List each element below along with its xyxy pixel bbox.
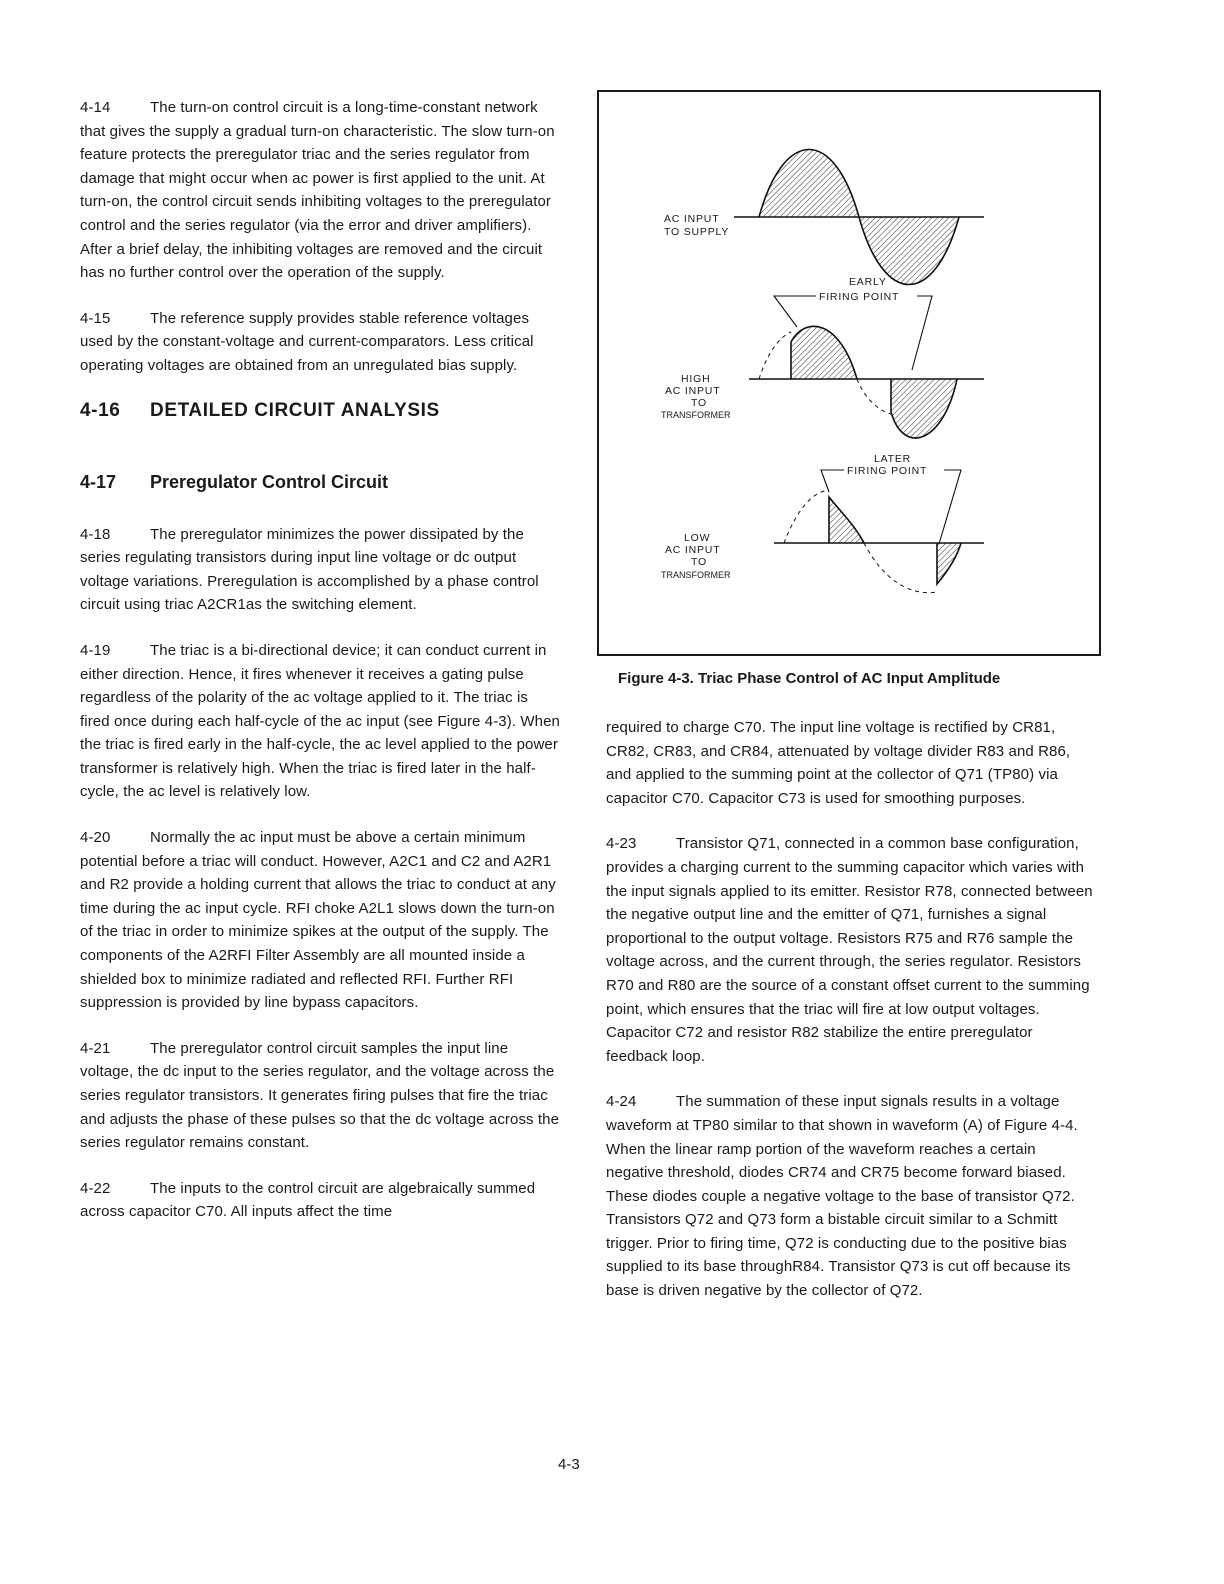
- paragraph-4-22: [80, 1177, 560, 1224]
- later-pointer-right: [939, 470, 961, 544]
- label-low-transformer: TRANSFORMER: [661, 570, 731, 580]
- label-high: HIGH: [681, 373, 711, 385]
- heading-text: DETAILED CIRCUIT ANALYSIS: [150, 399, 440, 421]
- paragraph-number: 4-15: [80, 309, 111, 327]
- paragraph-text: The summation of these input signals results in a voltage waveform at TP80 similar to that shown in waveform (A) of Figure 4-4. When the linear ramp portion of the waveform reaches a certain negative threshold, diodes CR74 and CR75 become forward biased. These diodes couple a negative voltage to the base of transistor Q72. Transistors Q72 and Q73 form a bistable circuit similar to a Schmitt trigger. Prior to firing time, Q72 is conducting due to the positive bias supplied to its base throughR84. Transistor Q73 is cut off because its base is driven negative by the collector of Q72.: [606, 1093, 1078, 1300]
- paragraph-4-22-continued: [606, 716, 1096, 810]
- paragraph-number: 4-23: [606, 835, 637, 853]
- heading-number: 4-16: [80, 399, 121, 421]
- figure-4-3: [597, 90, 1101, 656]
- label-low-ac-input: AC INPUT: [665, 544, 721, 556]
- label-high-ac-input: AC INPUT: [665, 385, 721, 397]
- label-to-supply: TO SUPPLY: [664, 226, 730, 238]
- label-early-firing-point: FIRING POINT: [819, 291, 900, 303]
- paragraph-4-21: [80, 1037, 560, 1155]
- paragraph-text: The preregulator minimizes the power dissipated by the series regulating transistors during input line voltage or dc output voltage variations. Preregulation is accomplished by a phase control circuit using triac A2CR1as the switching element.: [80, 525, 539, 614]
- negative-half-hatch: [859, 217, 959, 285]
- paragraph-text: The reference supply provides stable reference voltages used by the constant-voltage and current-comparators. Less critical operating voltages are obtained from an unregulated bias supply.: [80, 309, 534, 374]
- section-heading-4-16: [80, 400, 560, 422]
- low-input-waveform: [774, 490, 984, 593]
- label-high-to: TO: [691, 397, 707, 409]
- label-low-to: TO: [691, 556, 707, 568]
- paragraph-number: 4-18: [80, 525, 111, 543]
- label-later-firing-point: FIRING POINT: [847, 465, 928, 477]
- high-input-waveform: [749, 326, 984, 438]
- later-pointer-left: [821, 470, 844, 492]
- paragraph-text: required to charge C70. The input line voltage is rectified by CR81, CR82, CR83, and CR84, attenuated by voltage divider R83 and R86, and applied to the summing point at the collector of Q71 (TP80) via capacitor C70. Capacitor C73 is used for smoothing purposes.: [606, 719, 1071, 807]
- early-pointer-right: [912, 296, 932, 370]
- paragraph-4-14: [80, 96, 560, 285]
- subsection-heading-4-17: [80, 472, 560, 493]
- paragraph-number: 4-14: [80, 99, 111, 116]
- paragraph-text: The inputs to the control circuit are algebraically summed across capacitor C70. All inputs affect the time: [80, 1179, 536, 1221]
- paragraph-number: 4-21: [80, 1039, 111, 1057]
- low-negative-hatch: [937, 543, 961, 584]
- paragraph-4-18: [80, 523, 560, 617]
- heading-text: Preregulator Control Circuit: [150, 471, 389, 492]
- paragraph-number: 4-19: [80, 641, 111, 659]
- high-dashed-rise: [759, 332, 791, 379]
- paragraph-number: 4-24: [606, 1093, 637, 1111]
- label-low: LOW: [684, 532, 711, 544]
- page-number: 4-3: [558, 1456, 580, 1473]
- high-dashed-fall: [857, 379, 891, 414]
- paragraph-text: The turn-on control circuit is a long-time-constant network that gives the supply a gradual turn-on characteristic. The slow turn-on feature protects the preregulator triac and the series regulator from damage that might occur when ac power is first applied to the unit. At turn-on, the control circuit sends inhibiting voltages to the preregulator control and the series regulator (via the error and driver amplifiers). After a brief delay, the inhibiting voltages are removed and the circuit has no further control over the operation of the supply.: [80, 99, 555, 282]
- paragraph-4-15: [80, 307, 560, 378]
- paragraph-text: Transistor Q71, connected in a common base configuration, provides a charging current to the summing capacitor which varies with the input signals applied to its emitter. Resistor R78, connected between the negative output line and the emitter of Q71, furnishes a signal proportional to the output voltage. Resistors R75 and R76 sample the voltage across, and the current through, the series regulator. Resistors R70 and R80 are the source of a constant offset current to the summing point, which ensures that the triac will fire at low output voltages. Capacitor C72 and resistor R82 stabilize the entire preregulator feedback loop.: [606, 835, 1093, 1065]
- paragraph-4-23: [606, 832, 1096, 1068]
- paragraph-number: 4-22: [80, 1179, 111, 1197]
- paragraph-text: The triac is a bi-directional device; it can conduct current in either direction. Hence, it fires whenever it receives a gating pulse regardless of the polarity of the ac voltage applied to it. The triac is fired once during each half-cycle of the ac input (see Figure 4-3). When the triac is fired early in the half-cycle, the ac level applied to the power transformer is relatively high. When the triac is fired later in the half-cycle, the ac level is relatively low.: [80, 641, 560, 801]
- supply-waveform: [734, 150, 984, 285]
- label-early: EARLY: [849, 276, 887, 288]
- positive-half-hatch: [759, 150, 859, 218]
- paragraph-number: 4-20: [80, 829, 111, 847]
- figure-caption: Figure 4-3. Triac Phase Control of AC Input Amplitude: [618, 670, 1001, 687]
- low-dashed-fall: [864, 543, 937, 593]
- paragraph-4-19: [80, 639, 560, 804]
- heading-number: 4-17: [80, 471, 117, 492]
- left-column: [80, 96, 560, 1246]
- paragraph-text: Normally the ac input must be above a certain minimum potential before a triac will conduct. However, A2C1 and C2 and A2R1 and R2 provide a holding current that allows the triac to conduct at any time during the ac input cycle. RFI choke A2L1 slows down the turn-on of the triac in order to minimize spikes at the output of the supply. The components of the A2RFI Filter Assembly are all mounted inside a shielded box to minimize radiated and reflected RFI. Further RFI suppression is provided by line bypass capacitors.: [80, 829, 556, 1012]
- paragraph-4-20: [80, 826, 560, 1015]
- paragraph-4-24: [606, 1090, 1096, 1302]
- low-dashed-rise: [784, 490, 829, 543]
- label-ac-input: AC INPUT: [664, 213, 720, 225]
- paragraph-text: The preregulator control circuit samples the input line voltage, the dc input to the series regulator, and the voltage across the series regulator transistors. It generates firing pulses that fire the triac and adjusts the phase of these pulses so that the dc voltage across the series regulator remains constant.: [80, 1039, 560, 1152]
- triac-waveform-diagram: [599, 92, 1099, 654]
- early-pointer-left: [774, 296, 816, 327]
- label-high-transformer: TRANSFORMER: [661, 410, 731, 420]
- right-column: [606, 716, 1096, 1325]
- label-later: LATER: [874, 453, 912, 465]
